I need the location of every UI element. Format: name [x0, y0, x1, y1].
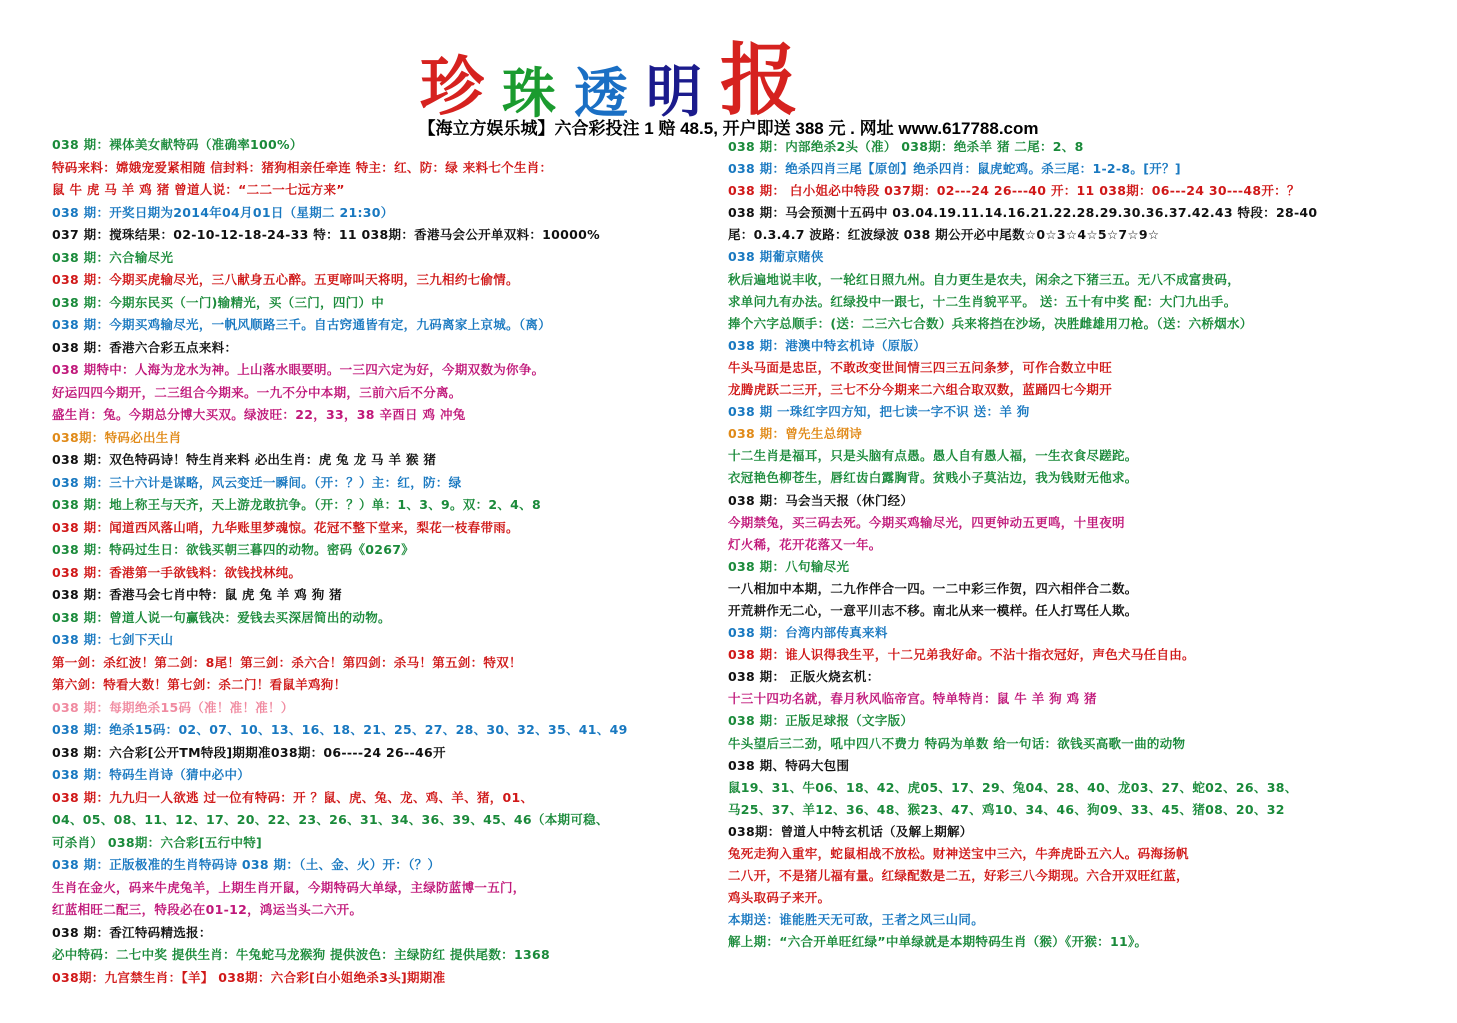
right-column-line: 038 期：港澳中特玄机诗（原版） — [728, 337, 927, 353]
left-column-line: 第六剑：特看大数！第七剑：杀二门！看鼠羊鸡狗！ — [52, 677, 347, 692]
left-column-line: 038 期：今期买鸡输尽光，一帆风顺路三千。自古窍通皆有定，九码离家上京城。（离） — [52, 317, 551, 332]
right-column-line: 龙腾虎跃二三开，三七不分今期来二六组合取双数，蓝踊四七今期开 — [728, 382, 1113, 398]
left-column-line: 038 期：裸体美女献特码（准确率100%） — [52, 137, 303, 152]
title-char-5: 报 — [720, 35, 799, 126]
right-column-line: 038 期：谁人识得我生平，十二兄弟我好命。不沾十指衣冠好，声色犬马任自由。 — [728, 647, 1195, 663]
left-column-line: 好运四四今期开，二三组合今期来。一九不分中本期，三前六后不分离。 — [52, 384, 462, 400]
left-column-line: 038 期：六合彩[公开TM特段]期期准038期：06----24 26--46开 — [52, 744, 446, 760]
title-char-4: 明 — [646, 59, 702, 125]
right-column-line: 鸡头取码子来开。 — [728, 890, 831, 906]
right-column-line: 038 期：台湾内部传真来料 — [728, 625, 888, 641]
right-column-line: 兔死走狗入重牢，蛇鼠相战不放松。财神送宝中三六，牛奔虎卧五六人。码海扬帆 — [728, 846, 1189, 861]
left-column-line: 038 期：三十六计是谋略，风云变迁一瞬间。（开：？）主：红，防：绿 — [52, 474, 462, 490]
right-column-line: 038 期：内部绝杀2头（准） 038期：绝杀羊 猪 二尾：2、8 — [728, 139, 1084, 154]
right-column-line: 求单问九有办法。红绿投中一跟七，十二生肖貌平平。 送：五十有中奖 配：大门九出手。 — [728, 293, 1237, 309]
left-column-line: 038 期：每期绝杀15码（准！准！准！） — [52, 699, 294, 715]
left-column-line: 04、05、08、11、12、17、20、22、23、26、31、34、36、39、45、46（本期可稳、 — [52, 812, 609, 827]
left-column-line: 038 期：今期东民买（一门)输精光，买（三门，四门）中 — [52, 294, 385, 310]
newspaper-title — [420, 30, 900, 126]
left-column-line: 038 期：闻道西风落山哨，九华账里梦魂惊。花冠不整下堂来，梨花一枝春带雨。 — [52, 519, 519, 535]
right-column-line: 038 期：马会当天报（休门经） — [728, 492, 914, 508]
left-column-line: 038期：特码必出生肖 — [52, 429, 182, 445]
right-column-line: 038期：曾道人中特玄机话（及解上期解） — [728, 823, 973, 839]
left-column-line: 038 期：香港马会七肖中特：鼠 虎 兔 羊 鸡 狗 猪 — [52, 587, 342, 602]
right-column-line: 牛头马面是忠臣，不敢改变世间情三四三五问条梦，可作合数立中旺 — [728, 359, 1113, 375]
left-column-line: 038 期：特码过生日：欲钱买朝三暮四的动物。密码《0267》 — [52, 542, 415, 557]
right-column-line: 十二生肖是福耳，只是头脑有点愚。愚人自有愚人福，一生衣食尽蹉跎。 — [728, 448, 1138, 464]
right-column-line: 牛头望后三二劲，吼中四八不费力 特码为单数 给一句话：欲钱买高歌一曲的动物 — [728, 735, 1186, 751]
left-column-line: 038 期：香江特码精选报： — [52, 924, 212, 940]
title-char-3: 透 — [574, 61, 628, 125]
left-column-line: 038 期：正版极准的生肖特码诗 038 期：（土、金、火）开：（？） — [52, 857, 441, 872]
right-column-line: 038 期葡京赌侠 — [728, 249, 824, 265]
right-column-line: 一八相加中本期，二九作伴合一四。一二中彩三作贺，四六相伴合二数。 — [728, 580, 1138, 596]
right-column-line: 马25、37、羊12、36、48、猴23、47、鸡10、34、46、狗09、33、45、猪08、20、32 — [728, 801, 1285, 817]
left-column-line: 必中特码：二七中奖 提供生肖：牛兔蛇马龙猴狗 提供波色：主绿防红 提供尾数：1368 — [52, 947, 550, 962]
right-column-line: 解上期：“六合开单旺红绿”中单绿就是本期特码生肖（猴）《开猴：11》。 — [728, 934, 1148, 950]
left-column-line: 038 期：曾道人说一句赢钱决：爱钱去买深居简出的动物。 — [52, 609, 391, 625]
right-column-line: 038 期：绝杀四肖三尾【原创】绝杀四肖：鼠虎蛇鸡。杀三尾：1-2-8。[开？] — [728, 161, 1181, 177]
right-column-line: 衣冠艳色柳苍生，唇红齿白露胸背。贫贱小子莫沾边，我为钱财无他求。 — [728, 470, 1138, 486]
left-column-line: 038 期：香港第一手欲钱料：欲钱找林纯。 — [52, 564, 302, 580]
right-column-line: 十三十四功名就，春月秋风临帝宫。特单特肖：鼠 牛 羊 狗 鸡 猪 — [728, 691, 1097, 707]
left-column-line: 038 期：特码生肖诗（猜中必中） — [52, 767, 251, 782]
right-column-line: 二八开，不是猪儿福有量。红绿配数是二五，好彩三八今期现。六合开双旺红蓝， — [728, 868, 1189, 884]
left-column-line: 038 期：绝杀15码：02、07、10、13、16、18、21、25、27、28、30、32、35、41、49 — [52, 722, 628, 737]
right-column — [728, 136, 1428, 953]
title-char-2: 珠 — [502, 61, 556, 125]
right-column-line: 尾：0.3.4.7 波路：红波绿波 038 期公开必中尾数☆0☆3☆4☆5☆7☆9☆ — [728, 227, 1160, 243]
right-column-line: 开荒耕作无二心，一意平川志不移。南北从来一模样。任人打骂任人欺。 — [728, 602, 1138, 618]
left-column-line: 038 期：九九归一人欲逃 过一位有特码：开 ？鼠、虎、兔、龙、鸡、羊、猪，01、 — [52, 789, 534, 805]
title-char-1: 珍 — [420, 50, 484, 125]
left-column-line: 鼠 牛 虎 马 羊 鸡 猪 曾道人说：“二二一七远方来” — [52, 182, 345, 197]
right-column-line: 038 期：八句输尽光 — [728, 558, 850, 574]
left-column-line: 盛生肖：兔。今期总分博大买双。绿波旺：22，33，38 辛酉日 鸡 冲兔 — [52, 407, 466, 422]
right-column-line: 038 期、特码大包围 — [728, 757, 850, 773]
left-column-line: 红蓝相旺二配三，特段必在01-12，鸿运当头二六开。 — [52, 902, 363, 917]
left-column-line: 038 期：地上称王与天齐，天上游龙敢抗争。（开：？）单：1、3、9。双：2、4、8 — [52, 497, 541, 512]
left-column-line: 生肖在金火，码来牛虎兔羊，上期生肖开鼠，今期特码大单绿，主绿防蓝博一五门， — [52, 879, 526, 895]
right-column-line: 038 期 一珠红字四方知，把七读一字不识 送：羊 狗 — [728, 404, 1030, 420]
left-column-line: 038期：九宫禁生肖：【羊】 038期：六合彩[白小姐绝杀3头]期期准 — [52, 969, 446, 985]
right-column-line: 灯火稀，花开花落又一年。 — [728, 536, 882, 552]
header-subtitle: 【海立方娱乐城】六合彩投注 1 赔 48.5, 开户即送 388 元 . 网址 www.617788.com — [418, 119, 1039, 138]
right-column-line: 038 期：曾先生总纲诗 — [728, 426, 863, 442]
right-column-line: 鼠19、31、牛06、18、42、虎05、17、29、兔04、28、40、龙03、27、蛇02、26、38、 — [728, 779, 1298, 795]
left-column-line: 037 期：搅珠结果：02-10-12-18-24-33 特：11 038期：香港马会公开单双料：10000% — [52, 227, 600, 242]
right-column-line: 秋后遍地说丰收，一轮红日照九州。自力更生是农夫，闲余之下猪三五。无八不成富贵码， — [728, 271, 1241, 287]
right-column-line: 038 期：马会预测十五码中 03.04.19.11.14.16.21.22.28.29.30.36.37.42.43 特段：28-40 — [728, 205, 1318, 221]
left-column-line: 038 期：七剑下天山 — [52, 632, 174, 647]
right-column-line: 038 期：正版足球报（文字版） — [728, 713, 914, 729]
right-column-line: 本期送：谁能胜天无可敌，王者之风三山同。 — [728, 912, 985, 928]
left-column-line: 038 期：香港六合彩五点来料： — [52, 339, 238, 355]
left-column-line: 038 期：开奖日期为2014年04月01日（星期二 21:30） — [52, 204, 394, 220]
right-column-line: 038 期： 白小姐必中特段 037期：02---24 26---40 开：11 038期：06---24 30---48开：？ — [728, 183, 1300, 199]
right-column-line: 捧个六字总顺手：(送：二三六七合数）兵来将挡在沙场，决胜雌雄用刀枪。（送：六桥烟水） — [728, 315, 1253, 331]
right-column-line: 今期禁兔，买三码去死。今期买鸡输尽光，四更钟动五更鸣，十里夜明 — [728, 514, 1125, 530]
left-column-line: 038 期特中：人海为龙水为神。上山落水眼要明。一三四六定为好，今期双数为你争。 — [52, 362, 545, 377]
left-column-line: 038 期：今期买虎输尽光，三八献身五心醉。五更啼叫天将明，三九相约七偷情。 — [52, 272, 519, 287]
left-column-line: 第一剑：杀红波！第二剑：8尾！第三剑：杀六合！第四剑：杀马！第五剑：特双！ — [52, 654, 522, 670]
left-column-line: 特码来料：嫦娥宠爱紧相随 信封料：猪狗相亲任牵连 特主：红、防：绿 来料七个生肖： — [52, 159, 553, 175]
left-column-line: 038 期：六合输尽光 — [52, 249, 174, 265]
right-column-line: 038 期： 正版火烧玄机： — [728, 669, 880, 685]
left-column-line: 038 期：双色特码诗！特生肖来料 必出生肖：虎 兔 龙 马 羊 猴 猪 — [52, 452, 437, 467]
left-column-line: 可杀肖） 038期：六合彩[五行中特] — [52, 834, 263, 850]
left-column — [52, 134, 702, 989]
